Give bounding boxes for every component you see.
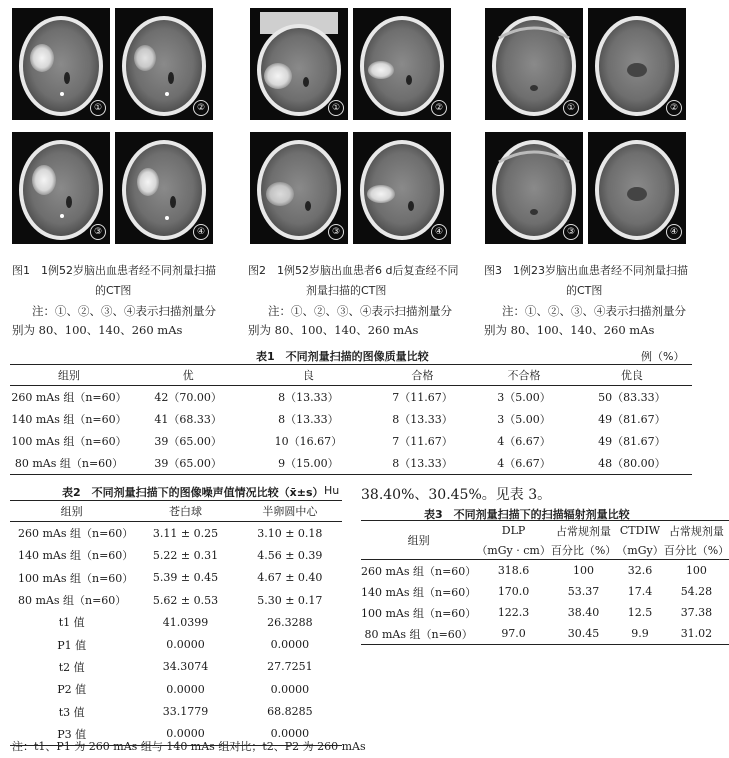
cell: 80 mAs 组（n=60）: [10, 452, 128, 475]
cell: 38.40: [567, 606, 600, 619]
cell: 318.6: [497, 564, 530, 577]
cell: 39（65.00）: [154, 435, 222, 448]
cell: 140 mAs 组（n=60）: [361, 585, 477, 599]
panel-number: ①: [90, 100, 106, 116]
figure-1-note-line2: 别为 80、100、140、260 mAs: [12, 323, 183, 337]
cell: 5.30 ± 0.17: [257, 593, 323, 607]
col-header: 良: [248, 365, 368, 386]
cell: 49（81.67）: [598, 435, 666, 448]
panel-number: ④: [431, 224, 447, 240]
panel-number: ②: [431, 100, 447, 116]
table-row: [361, 623, 729, 645]
col-header: 半卵圆中心: [238, 501, 342, 522]
col-header: DLP: [476, 521, 551, 541]
ct-panel-3: [12, 132, 110, 244]
figure-3-caption-line2: 的CT图: [566, 284, 603, 297]
cell: 0.0000: [166, 638, 205, 652]
table-row: [10, 544, 342, 566]
cell: 34.3074: [162, 660, 209, 674]
cell: 8（13.33）: [278, 391, 339, 404]
cell: 3.11 ± 0.25: [152, 526, 219, 540]
cell: 0.0000: [238, 723, 342, 746]
table-2-footnote: 注：t1、P1 为 260 mAs 组与 140 mAs 组对比；t2、P2 为 260 mAs: [12, 740, 366, 753]
table-1: [10, 364, 692, 475]
panel-number: ④: [666, 224, 682, 240]
cell: 4（6.67）: [476, 452, 571, 475]
cell: 260 mAs 组（n=60）: [361, 564, 477, 578]
col-header: 合格: [369, 365, 477, 386]
cell: 17.4: [627, 585, 653, 598]
table-row: [10, 522, 342, 545]
cell: 0.0000: [166, 682, 205, 696]
ct-panel-1: [485, 8, 583, 120]
panel-number: ①: [563, 100, 579, 116]
table-row: [361, 581, 729, 602]
figure-3-caption: 图3 1例23岁脑出血患者经不同剂量扫描: [484, 264, 688, 277]
col-header: 组别: [361, 521, 476, 560]
ct-panel-1: [12, 8, 110, 120]
panel-number: ③: [90, 224, 106, 240]
col-header: 占常规剂量: [551, 521, 616, 541]
col-header: （mGy · cm）: [476, 540, 551, 560]
cell: 39（65.00）: [128, 452, 248, 475]
cell: 32.6: [627, 564, 653, 577]
col-header: （mGy）: [616, 540, 663, 560]
col-header: 优良: [572, 365, 692, 386]
cell: P1 值: [57, 638, 87, 652]
cell: 80 mAs 组（n=60）: [361, 623, 476, 645]
body-text: 38.40%、30.45%。见表 3。: [361, 487, 552, 503]
ct-panel-4: [115, 132, 213, 244]
table-row: [10, 611, 342, 633]
ct-panel-2: [353, 8, 451, 120]
table-2-unit: Hu: [324, 484, 340, 497]
col-header: CTDIW: [616, 521, 663, 541]
cell: t1 值: [58, 616, 85, 630]
cell: 5.22 ± 0.31: [152, 548, 219, 562]
cell: P3 值: [10, 723, 133, 746]
cell: 30.45: [551, 623, 616, 645]
cell: 41（68.33）: [154, 413, 222, 426]
table-header-row: [10, 501, 342, 522]
cell: 122.3: [497, 606, 530, 619]
cell: 260 mAs 组（n=60）: [18, 527, 134, 541]
panel-number: ③: [563, 224, 579, 240]
col-header: 不合格: [476, 365, 571, 386]
panel-number: ①: [328, 100, 344, 116]
col-header: 占常规剂量: [664, 521, 729, 541]
table-3-title: 表3 不同剂量扫描下的扫描辐射剂量比较: [424, 508, 630, 521]
table-row: [10, 589, 342, 611]
cell: 54.28: [680, 585, 713, 598]
cell: 9（15.00）: [248, 452, 368, 475]
cell: 5.39 ± 0.45: [152, 571, 219, 585]
col-header: 苍白球: [133, 501, 237, 522]
figure-2-caption-line2: 剂量扫描的CT图: [306, 284, 387, 297]
cell: 31.02: [664, 623, 729, 645]
cell: 3.10 ± 0.18: [257, 526, 323, 540]
cell: 0.0000: [270, 638, 310, 652]
table-1-unit: 例（%）: [641, 350, 685, 363]
cell: 140 mAs 组（n=60）: [18, 549, 134, 563]
figure-3-note: 注：①、②、③、④表示扫描剂量分: [502, 304, 686, 318]
cell: P2 值: [57, 683, 87, 697]
cell: 170.0: [497, 585, 530, 598]
cell: 41.0399: [162, 615, 209, 629]
cell: 0.0000: [133, 723, 237, 746]
table-row: [10, 678, 342, 700]
panel-number: ②: [666, 100, 682, 116]
panel-number: ③: [328, 224, 344, 240]
table-header-row: [10, 365, 692, 386]
panel-number: ②: [193, 100, 209, 116]
cell: 80 mAs 组（n=60）: [18, 594, 127, 608]
table-header-row: [361, 521, 729, 541]
cell: 100 mAs 组（n=60）: [11, 435, 127, 448]
cell: 4（6.67）: [497, 435, 551, 448]
cell: 0.0000: [270, 682, 310, 696]
figure-1-note: 注：①、②、③、④表示扫描剂量分: [32, 304, 216, 318]
cell: 49（81.67）: [598, 413, 666, 426]
ct-panel-2: [588, 8, 686, 120]
cell: 8（13.33）: [392, 413, 453, 426]
col-header: 组别: [10, 365, 128, 386]
cell: 7（11.67）: [392, 391, 453, 404]
cell: 48（80.00）: [572, 452, 692, 475]
cell: 260 mAs 组（n=60）: [11, 391, 127, 404]
cell: 100: [573, 564, 595, 577]
ct-panel-3: [250, 132, 348, 244]
table-row: [10, 408, 692, 430]
col-header: 组别: [10, 501, 133, 522]
figure-3-note-line2: 别为 80、100、140、260 mAs: [484, 323, 655, 337]
col-header: 优: [128, 365, 248, 386]
ct-panel-1: [250, 8, 348, 120]
figure-2-caption: 图2 1例52岁脑出血患者6 d后复查经不同: [248, 264, 459, 277]
figure-1-caption: 图1 1例52岁脑出血患者经不同剂量扫描: [12, 264, 216, 277]
cell: 3（5.00）: [497, 391, 551, 404]
cell: 12.5: [627, 606, 653, 619]
table-row: [10, 430, 692, 452]
table-2: [10, 500, 342, 746]
ct-panel-2: [115, 8, 213, 120]
table-row: [361, 602, 729, 623]
cell: 68.8285: [267, 705, 313, 719]
cell: 33.1779: [162, 705, 209, 719]
table-row: [10, 700, 342, 722]
cell: 8（13.33）: [369, 452, 477, 475]
cell: t2 值: [58, 660, 85, 674]
ct-panel-4: [588, 132, 686, 244]
table-row: [10, 633, 342, 655]
cell: 100 mAs 组（n=60）: [361, 606, 477, 620]
table-2-title: 表2 不同剂量扫描下的图像噪声值情况比较（x̄±s）: [62, 486, 324, 499]
table-row: [361, 560, 729, 582]
cell: 9.9: [616, 623, 663, 645]
cell: 97.0: [476, 623, 551, 645]
ct-panel-4: [353, 132, 451, 244]
table-row: [10, 567, 342, 589]
cell: 140 mAs 组（n=60）: [11, 413, 127, 426]
ct-panel-3: [485, 132, 583, 244]
figure-1-caption-line2: 的CT图: [95, 284, 132, 297]
cell: 4.67 ± 0.40: [257, 571, 323, 585]
table-3: [361, 520, 729, 645]
cell: 53.37: [567, 585, 600, 598]
cell: 5.62 ± 0.53: [152, 593, 219, 607]
cell: 50（83.33）: [598, 391, 666, 404]
cell: 100: [685, 564, 707, 577]
cell: 10（16.67）: [274, 435, 343, 448]
cell: 8（13.33）: [278, 413, 339, 426]
table-row: [10, 386, 692, 409]
cell: 100 mAs 组（n=60）: [18, 571, 134, 585]
figure-2-note-line2: 别为 80、100、140、260 mAs: [248, 323, 419, 337]
panel-number: ④: [193, 224, 209, 240]
cell: 26.3288: [267, 615, 313, 629]
figure-2-note: 注：①、②、③、④表示扫描剂量分: [268, 304, 452, 318]
col-header: 百分比（%）: [551, 540, 616, 560]
cell: t3 值: [58, 705, 85, 719]
col-header: 百分比（%）: [664, 540, 729, 560]
table-row: [10, 656, 342, 678]
cell: 4.56 ± 0.39: [257, 548, 323, 562]
cell: 42（70.00）: [154, 391, 222, 404]
cell: 3（5.00）: [497, 413, 551, 426]
table-row: [10, 452, 692, 475]
cell: 7（11.67）: [392, 435, 453, 448]
table-1-title: 表1 不同剂量扫描的图像质量比较: [256, 350, 429, 363]
cell: 27.7251: [267, 660, 313, 674]
cell: 37.38: [680, 606, 713, 619]
